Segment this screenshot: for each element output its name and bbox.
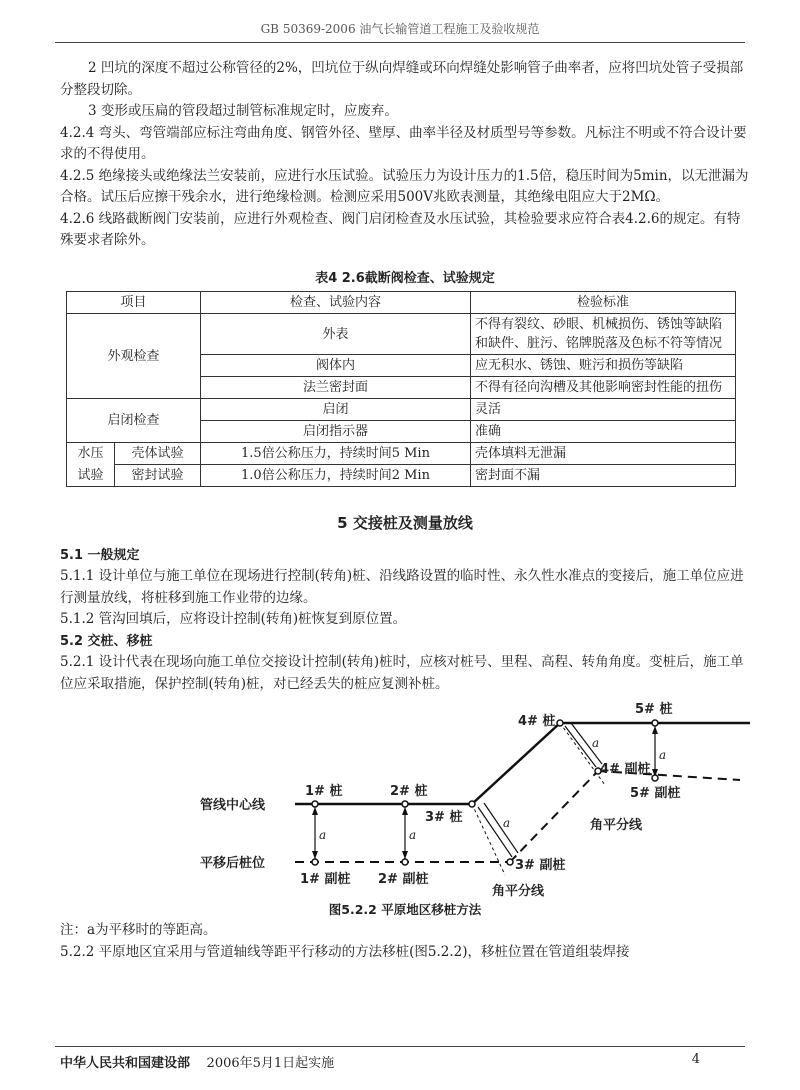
stake-label: 1# 桩 <box>305 784 343 799</box>
stake-label: 5# 桩 <box>635 702 673 717</box>
table-cell: 启闭 <box>201 399 471 421</box>
table-cell: 密封面不漏 <box>471 465 736 487</box>
table-cell: 外观检查 <box>67 314 201 399</box>
page-number: 4 <box>691 1052 700 1067</box>
table-cell: 1.5倍公称压力，持续时间5 Min <box>201 443 471 465</box>
stake-label: 4# 桩 <box>518 714 556 729</box>
table-row <box>67 314 736 355</box>
table-cell: 外表 <box>201 314 471 355</box>
table-cell: 阀体内 <box>201 355 471 377</box>
table-header-row <box>67 292 736 314</box>
shifted-label: 平移后桩位 <box>200 856 266 871</box>
clause-5-1-1: 5.1.1 设计单位与施工单位在现场进行控制(转角)桩、沿线路设置的临时性、永久性水准点的变接后，施工单位应进行测量放线，将桩移到施工作业带的边缘。 <box>60 568 744 606</box>
table-cell: 启闭指示器 <box>201 421 471 443</box>
table-cell: 壳体试验 <box>115 443 201 465</box>
aux-stake-label: 4# 副桩 <box>600 762 651 777</box>
clause-5-1-2: 5.1.2 管沟回填后，应将设计控制(转角)桩恢复到原位置。 <box>60 611 407 627</box>
page-body <box>60 58 750 963</box>
aux-stake-label: 5# 副桩 <box>630 786 681 801</box>
header-cell: 检验标准 <box>471 292 736 314</box>
figure-caption: 图5.2.2 平原地区移桩方法 <box>328 902 482 917</box>
clause-4-2-4: 4.2.4 弯头、弯管端部应标注弯曲角度、钢管外径、壁厚、曲率半径及材质型号等参数。凡标注不明或不符合设计要求的不得使用。 <box>60 124 747 162</box>
header-rule <box>55 42 745 43</box>
valve-test-table <box>66 291 736 487</box>
section-title: 5.1 一般规定 <box>60 547 140 563</box>
table-cell: 法兰密封面 <box>201 377 471 399</box>
table-row <box>67 399 736 421</box>
table-cell: 壳体填料无泄漏 <box>471 443 736 465</box>
running-header: GB 50369-2006 油气长输管道工程施工及验收规范 <box>260 22 540 36</box>
offset-label: a <box>409 828 417 842</box>
offset-label: a <box>503 816 511 830</box>
clause-5-2-1: 5.2.1 设计代表在现场向施工单位交接设计控制(转角)桩时，应核对桩号、里程、高程、转角角度。变桩后，施工单位应采取措施，保护控制(转角)桩，对已经丢失的桩应复测补桩。 <box>60 654 744 692</box>
bisector-label: 角平分线 <box>492 884 545 899</box>
table-cell: 不得有裂纹、砂眼、机械损伤、锈蚀等缺陷和缺件、脏污、铭牌脱落及色标不符等情况 <box>471 314 736 355</box>
chapter-title: 5 交接桩及测量放线 <box>337 514 473 532</box>
clause-5-2-2: 5.2.2 平原地区宜采用与管道轴线等距平行移动的方法移桩(图5.2.2)，移桩位置在管道组装焊接 <box>60 943 630 960</box>
offset-label: a <box>319 828 327 842</box>
clause-4-2-6: 4.2.6 线路截断阀门安装前，应进行外观检查、阀门启闭检查及水压试验，其检验要求应符合表4.2.6的规定。有特殊要求者除外。 <box>60 210 741 248</box>
table-cell: 1.0倍公称压力，持续时间2 Min <box>201 465 471 487</box>
shifted-line <box>510 771 598 862</box>
pipeline-centerline <box>472 723 560 804</box>
aux-stake-label: 2# 副桩 <box>378 872 429 887</box>
header-cell: 检查、试验内容 <box>201 292 471 314</box>
table-cell: 灵活 <box>471 399 736 421</box>
table-cell: 准确 <box>471 421 736 443</box>
footer-rule <box>55 1046 745 1047</box>
stake-label: 3# 桩 <box>425 810 463 825</box>
section-title: 5.2 交桩、移桩 <box>60 633 153 649</box>
stake-relocation-figure <box>60 695 750 920</box>
aux-stake-label: 3# 副桩 <box>515 858 566 873</box>
clause-4-2-5: 4.2.5 绝缘接头或绝缘法兰安装前，应进行水压试验。试验压力为设计压力的1.5倍，稳压时间为5min，以无泄漏为合格。试压后应擦干残余水，进行绝缘检测。检测应采用500V兆欧表测量，其绝缘电阻应大于2MΩ。 <box>60 167 749 205</box>
table-cell: 密封试验 <box>115 465 201 487</box>
table-cell: 不得有径向沟槽及其他影响密封性能的扭伤 <box>471 377 736 399</box>
table-cell: 试验 <box>67 465 115 487</box>
paragraph: 2 凹坑的深度不超过公称管径的2%，凹坑位于纵向焊缝或环向焊缝处影响管子曲率者，应将凹坑处管子受损部分整段切除。 <box>60 60 744 98</box>
table-cell: 水压 <box>67 443 115 465</box>
bisector-label: 角平分线 <box>590 818 643 833</box>
table-caption: 表4 2.6截断阀检查、试验规定 <box>315 270 495 286</box>
table-row <box>67 465 736 487</box>
centerline-label: 管线中心线 <box>200 798 266 813</box>
header-cell: 项目 <box>67 292 201 314</box>
aux-stake-label: 1# 副桩 <box>300 872 351 887</box>
table-cell: 应无积水、锈蚀、赃污和损伤等缺陷 <box>471 355 736 377</box>
stake-label: 2# 桩 <box>390 784 428 799</box>
footer-org: 中华人民共和国建设部 <box>60 1056 191 1071</box>
table-row <box>67 443 736 465</box>
table-cell: 启闭检查 <box>67 399 201 443</box>
offset-label: a <box>659 748 667 762</box>
offset-label: a <box>592 736 600 750</box>
footer-date: 2006年5月1日起实施 <box>206 1056 335 1071</box>
figure-note: 注：a为平移时的等距高。 <box>60 922 217 938</box>
paragraph: 3 变形或压扁的管段超过制管标准规定时，应废弃。 <box>88 103 398 119</box>
page-footer <box>60 1052 700 1071</box>
